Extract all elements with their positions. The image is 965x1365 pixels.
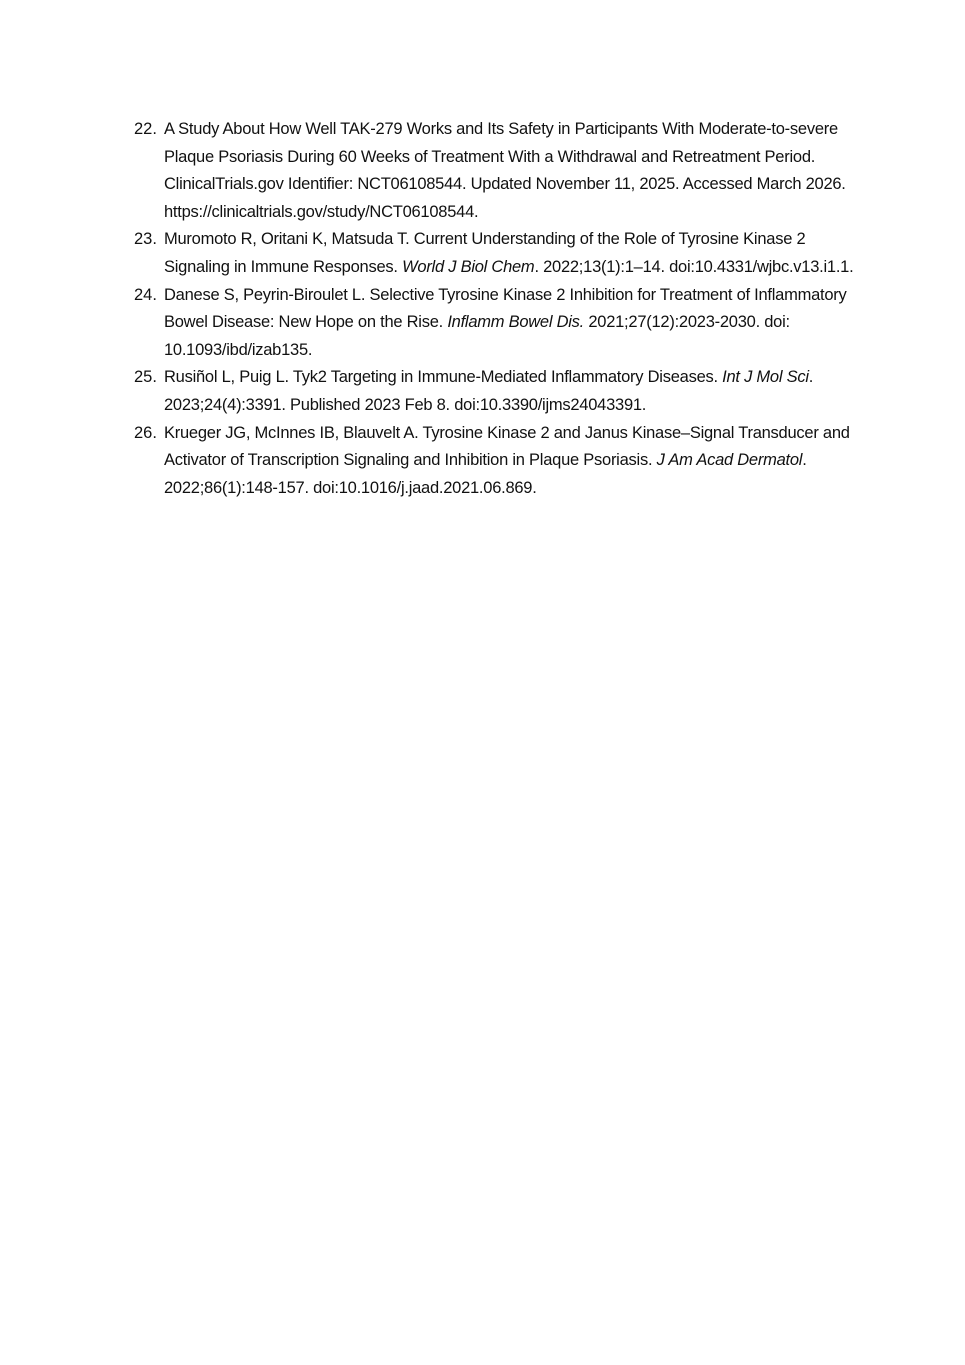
reference-body: Danese S, Peyrin-Biroulet L. Selective Tyrosine Kinase 2 Inhibition for Treatment of Inflammatory Bowel Disease: New Hope on the Rise. [164, 285, 847, 332]
reference-23 [134, 226, 864, 281]
reference-text [164, 420, 864, 503]
reference-journal: Inflamm Bowel Dis. [447, 313, 585, 332]
reference-22 [134, 116, 864, 226]
reference-text [164, 116, 864, 226]
reference-citation: . 2022;13(1):1–14. doi:10.4331/wjbc.v13.i1.1. [534, 257, 854, 276]
reference-number: 23. [134, 230, 157, 249]
reference-citation: 2021;27(12):2023-2030. doi: 10.1093/ibd/izab135. [164, 313, 790, 359]
reference-body: Krueger JG, McInnes IB, Blauvelt A. Tyrosine Kinase 2 and Janus Kinase–Signal Transducer and Activator of Transcription Signaling and Inhibition in Plaque Psoriasis. [164, 423, 850, 470]
reference-list [134, 116, 864, 502]
reference-text [164, 282, 864, 365]
reference-26 [134, 420, 864, 503]
reference-body: Rusiñol L, Puig L. Tyk2 Targeting in Immune-Mediated Inflammatory Diseases. [164, 368, 723, 387]
reference-number: 26. [134, 423, 157, 442]
reference-citation: . 2023;24(4):3391. Published 2023 Feb 8. doi:10.3390/ijms24043391. [164, 368, 814, 414]
reference-body: Muromoto R, Oritani K, Matsuda T. Current Understanding of the Role of Tyrosine Kinase 2 Signaling in Immune Responses. [164, 230, 806, 276]
reference-journal: J Am Acad Dermatol [656, 451, 803, 470]
reference-number: 22. [134, 120, 157, 138]
reference-text [164, 226, 864, 281]
reference-body: A Study About How Well TAK-279 Works and Its Safety in Participants With Moderate-to-severe Plaque Psoriasis During 60 Weeks of Treatment With a Withdrawal and Retreatment Period. ClinicalTrials.gov Identifier: NCT06108544. Updated November 11, 2025. Accessed March 2026. https://clinicaltrials.gov/study/NCT06108544. [164, 120, 846, 221]
reference-journal: World J Biol Chem [402, 257, 535, 276]
reference-journal: Int J Mol Sci [722, 368, 809, 387]
reference-25 [134, 364, 864, 419]
reference-text [164, 364, 864, 419]
reference-number: 25. [134, 368, 157, 387]
reference-24 [134, 282, 864, 365]
reference-number: 24. [134, 285, 157, 304]
reference-citation: . 2022;86(1):148-157. doi:10.1016/j.jaad.2021.06.869. [164, 451, 807, 497]
